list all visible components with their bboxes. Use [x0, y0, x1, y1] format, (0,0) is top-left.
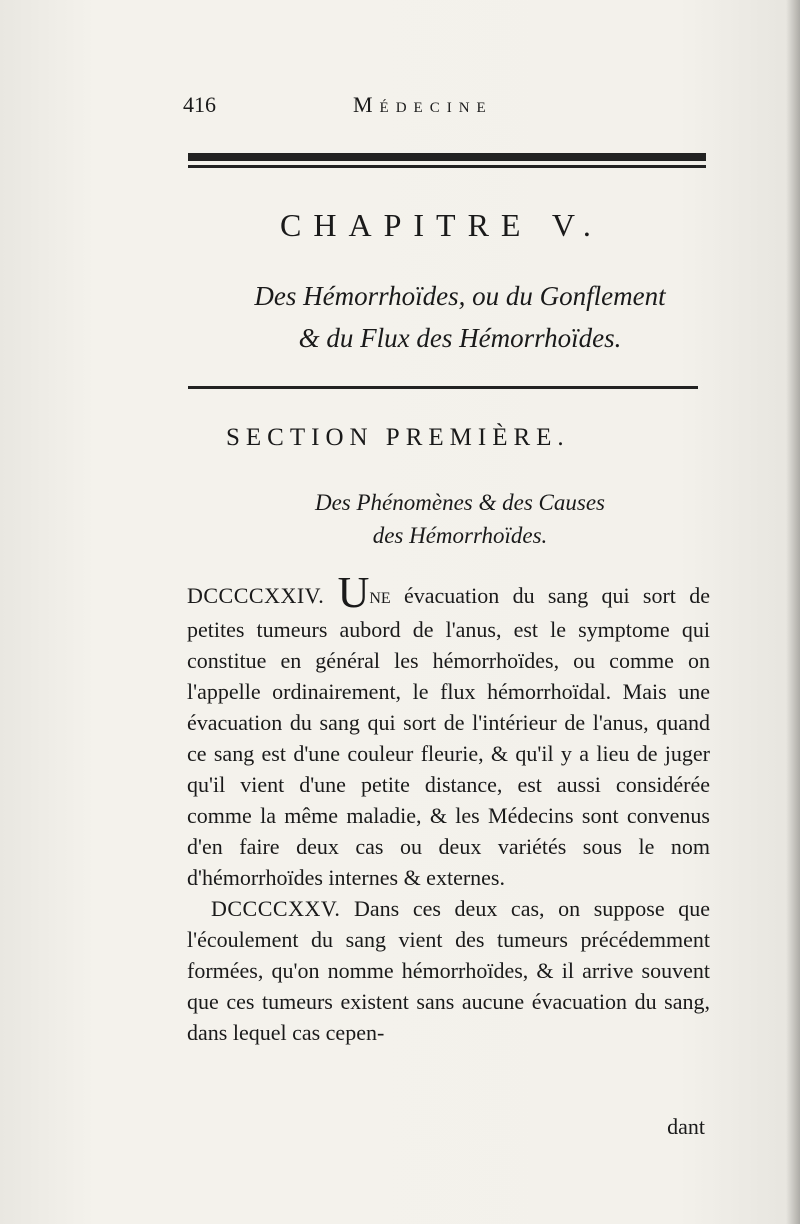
page-number: 416 — [183, 92, 216, 117]
paragraph-924 — [187, 568, 710, 893]
chapter-title: CHAPITRE V. — [280, 207, 603, 243]
paragraph-number: DCCCCXXIV. — [187, 583, 325, 608]
page-header — [183, 92, 723, 122]
paragraph-925 — [187, 893, 710, 1048]
chapter-subtitle — [200, 275, 720, 359]
chapter-subtitle-line-1: Des Hémorrhoïdes, ou du Gonflement — [254, 281, 666, 311]
catchword: dant — [667, 1114, 705, 1139]
section-subtitle-line-1: Des Phénomènes & des Causes — [314, 490, 605, 515]
section-title: SECTION PREMIÈRE. — [226, 424, 570, 451]
header-rule — [188, 153, 706, 168]
page-edge-shadow — [786, 0, 800, 1224]
section-subtitle — [200, 486, 720, 552]
body-text — [187, 568, 710, 1048]
paragraph-number: DCCCCXXV. — [211, 896, 341, 921]
drop-cap: U — [337, 568, 370, 617]
chapter-rule — [188, 386, 698, 389]
small-caps-word: NE — [369, 590, 391, 607]
paragraph-text: Dans ces deux cas, on suppose que l'écoulement du sang vient des tumeurs précédemment formées, qu'on nomme hémorrhoïdes, & il arrive souvent que ces tumeurs existent sans aucune évacuation du sang, dans lequel cas cepen- — [187, 896, 710, 1045]
paragraph-text: évacuation du sang qui sort de petites tumeurs aubord de l'anus, est le symptome qui constitue en général les hémorrhoïdes, ou comme on l'appelle ordinairement, le flux hémorrhoïdal. Mais une évacuation du sang qui sort de l'intérieur de l'anus, quand ce sang est d'une couleur fleurie, & qu'il y a lieu de juger qu'il vient d'une petite distance, est aussi considérée comme la même maladie, & les Médecins sont convenus d'en faire deux cas ou deux variétés sous le nom d'hémorrhoïdes internes & externes. — [187, 583, 710, 890]
section-subtitle-line-2: des Hémorrhoïdes. — [372, 523, 548, 548]
chapter-subtitle-line-2: & du Flux des Hémorrhoïdes. — [298, 323, 622, 353]
running-title: Médecine — [353, 92, 493, 117]
